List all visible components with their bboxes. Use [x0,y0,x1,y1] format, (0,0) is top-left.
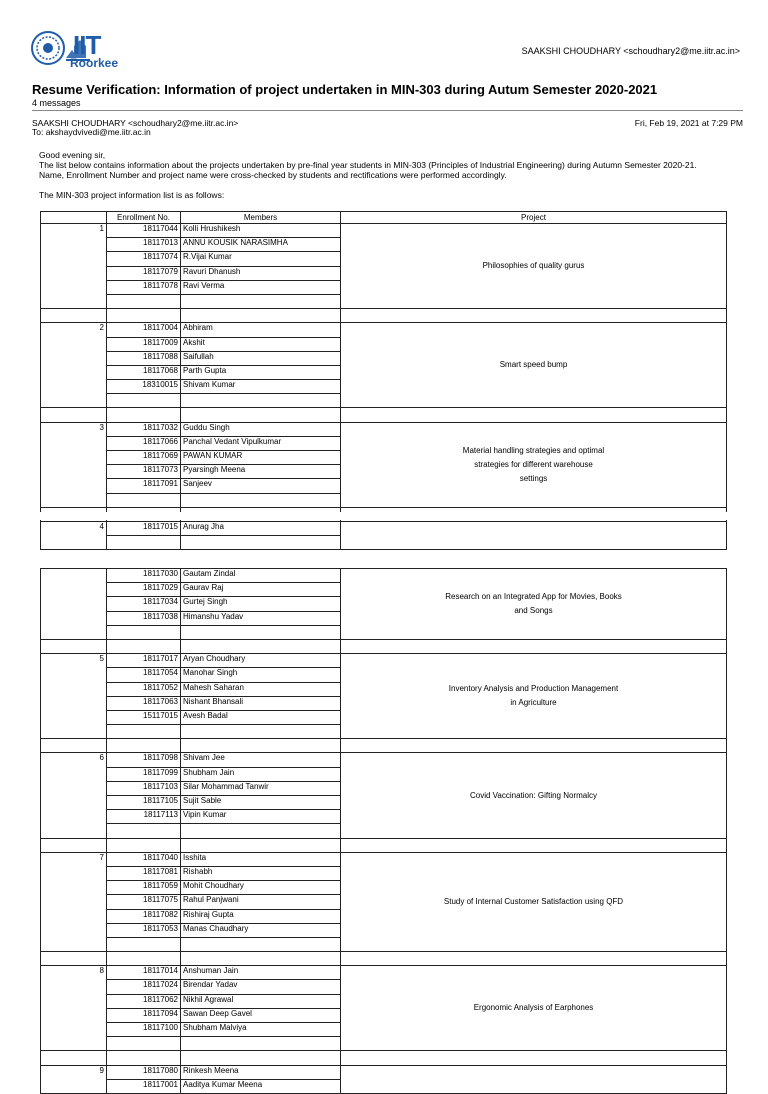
member-cell [181,725,341,739]
empty-cell [41,952,107,966]
project-cell [341,1065,727,1093]
empty-cell [181,739,341,753]
message-body [39,150,759,200]
thread-subject: Resume Verification: Information of project undertaken in MIN-303 during Autum Semester 2020-2021 [32,82,658,97]
member-cell: Rinkesh Meena [181,1065,341,1079]
body-line: The list below contains information about the projects undertaken by pre-final year students in MIN-303 (Principles of Industrial Engineering) during Autumn Semester 2020-21. [39,160,697,170]
empty-cell [41,838,107,852]
enrollment-cell: 18117052 [107,682,181,696]
member-cell: Gaurav Raj [181,583,341,597]
logo-subtitle: Roorkee [70,56,119,70]
empty-cell [41,408,107,422]
group-number: 9 [41,1065,107,1093]
member-cell: Rahul Panjwani [181,895,341,909]
table-row [41,966,727,980]
member-cell: R.Vijai Kumar [181,252,341,266]
member-cell: ANNU KOUSIK NARASIMHA [181,238,341,252]
member-cell: Rishabh [181,866,341,880]
project-cell: Material handling strategies and optimal strategies for different warehouse settings [341,422,727,507]
empty-cell [181,309,341,323]
empty-cell [41,639,107,653]
enrollment-cell: 18117068 [107,365,181,379]
spacer-row [41,1051,727,1065]
enrollment-cell: 18117009 [107,337,181,351]
enrollment-cell: 18117082 [107,909,181,923]
enrollment-cell: 18117062 [107,994,181,1008]
project-table-continued [40,568,727,1094]
empty-cell [107,1051,181,1065]
enrollment-cell: 18117059 [107,881,181,895]
empty-cell [341,838,727,852]
member-cell: Guddu Singh [181,422,341,436]
group-number: 3 [41,422,107,507]
column-header: Members [181,212,341,224]
enrollment-cell [107,493,181,507]
enrollment-cell: 15117015 [107,710,181,724]
enrollment-cell: 18117032 [107,422,181,436]
member-cell: Isshita [181,852,341,866]
enrollment-cell: 18117105 [107,796,181,810]
enrollment-cell: 18117024 [107,980,181,994]
body-line: The MIN-303 project information list is as follows: [39,190,225,200]
member-cell: Anurag Jha [181,521,341,535]
project-cell: Study of Internal Customer Satisfaction using QFD [341,852,727,951]
member-cell: Vipin Kumar [181,810,341,824]
spacer-row [41,408,727,422]
enrollment-cell: 18117015 [107,521,181,535]
spacer-row [41,639,727,653]
enrollment-cell: 18117100 [107,1023,181,1037]
empty-cell [341,952,727,966]
member-cell [181,536,341,550]
project-table [40,211,727,550]
table-row [41,852,727,866]
enrollment-cell: 18117040 [107,852,181,866]
member-cell: Saifullah [181,351,341,365]
enrollment-cell [107,725,181,739]
table-row [41,422,727,436]
member-cell: Abhiram [181,323,341,337]
member-cell: Nishant Bhansali [181,696,341,710]
table-row [41,224,727,238]
enrollment-cell: 18117081 [107,866,181,880]
enrollment-cell: 18117069 [107,451,181,465]
member-cell [181,294,341,308]
enrollment-cell [107,294,181,308]
table-header-row [41,212,727,224]
enrollment-cell: 18117091 [107,479,181,493]
enrollment-cell: 18117038 [107,611,181,625]
empty-cell [181,1051,341,1065]
spacer-row [41,739,727,753]
divider [32,110,743,111]
group-number: 2 [41,323,107,408]
member-cell: Kolli Hrushikesh [181,224,341,238]
enrollment-cell: 18117063 [107,696,181,710]
project-cell: Covid Vaccination: Gifting Normalcy [341,753,727,838]
spacer-row [41,952,727,966]
account-label: SAAKSHI CHOUDHARY <schoudhary2@me.iitr.ac.in> [521,46,740,56]
enrollment-cell: 18117113 [107,810,181,824]
member-cell: Shivam Jee [181,753,341,767]
enrollment-cell: 18117099 [107,767,181,781]
enrollment-cell: 18117078 [107,280,181,294]
empty-cell [181,838,341,852]
member-cell: Akshit [181,337,341,351]
empty-cell [181,639,341,653]
greeting: Good evening sir, [39,150,106,160]
table-row [41,569,727,583]
enrollment-cell: 18117034 [107,597,181,611]
empty-cell [181,408,341,422]
empty-cell [41,309,107,323]
body-line: Name, Enrollment Number and project name were cross-checked by students and rectifications were performed accordingly. [39,170,507,180]
table-row [41,654,727,668]
member-cell: Silar Mohammad Tanwir [181,781,341,795]
empty-cell [341,639,727,653]
enrollment-cell: 18117088 [107,351,181,365]
member-cell: Nikhil Agrawal [181,994,341,1008]
logo-wordmark: IIT [73,30,101,60]
table-row [41,1065,727,1079]
enrollment-cell [107,536,181,550]
member-cell: Sujit Sable [181,796,341,810]
message-date: Fri, Feb 19, 2021 at 7:29 PM [634,118,743,128]
member-cell: Parth Gupta [181,365,341,379]
empty-cell [107,639,181,653]
member-cell: Mahesh Saharan [181,682,341,696]
message-sender: SAAKSHI CHOUDHARY <schoudhary2@me.iitr.ac.in> [32,118,239,128]
member-cell: Aaditya Kumar Meena [181,1079,341,1093]
empty-cell [107,952,181,966]
project-cell [341,521,727,549]
member-cell [181,937,341,951]
enrollment-cell: 18117080 [107,1065,181,1079]
empty-cell [41,739,107,753]
enrollment-cell: 18117094 [107,1008,181,1022]
enrollment-cell: 18117013 [107,238,181,252]
project-cell: Inventory Analysis and Production Management in Agriculture [341,654,727,739]
member-cell [181,625,341,639]
member-cell: Avesh Badal [181,710,341,724]
enrollment-cell [107,824,181,838]
empty-cell [181,952,341,966]
member-cell: Shivam Kumar [181,380,341,394]
enrollment-cell: 18117073 [107,465,181,479]
group-number: 6 [41,753,107,838]
project-cell: Philosophies of quality gurus [341,224,727,309]
enrollment-cell: 18117004 [107,323,181,337]
member-cell: Sawan Deep Gavel [181,1008,341,1022]
group-number: 1 [41,224,107,309]
enrollment-cell: 18117014 [107,966,181,980]
enrollment-cell: 18117044 [107,224,181,238]
enrollment-cell: 18117053 [107,923,181,937]
member-cell: Mohit Choudhary [181,881,341,895]
member-cell: Gautam Zindal [181,569,341,583]
message-recipient: To: akshaydvivedi@me.iitr.ac.in [32,127,151,137]
member-cell [181,493,341,507]
member-cell: Ravi Verma [181,280,341,294]
empty-cell [341,739,727,753]
enrollment-cell [107,625,181,639]
empty-cell [107,309,181,323]
member-cell: Aryan Choudhary [181,654,341,668]
member-cell: Manohar Singh [181,668,341,682]
table-row [41,521,727,535]
table-row [41,753,727,767]
empty-cell [341,408,727,422]
member-cell [181,394,341,408]
enrollment-cell: 18117103 [107,781,181,795]
group-number [41,569,107,640]
group-number: 8 [41,966,107,1051]
project-cell: Research on an Integrated App for Movies, Books and Songs [341,569,727,640]
member-cell: PAWAN KUMAR [181,451,341,465]
empty-cell [107,408,181,422]
spacer-row [41,309,727,323]
spacer-row [41,838,727,852]
enrollment-cell: 18117001 [107,1079,181,1093]
member-cell: Gurtej Singh [181,597,341,611]
member-cell: Ravuri Dhanush [181,266,341,280]
enrollment-cell: 18117017 [107,654,181,668]
member-cell: Shubham Jain [181,767,341,781]
project-cell: Smart speed bump [341,323,727,408]
enrollment-cell: 18117074 [107,252,181,266]
member-cell: Sanjeev [181,479,341,493]
column-header: Project [341,212,727,224]
empty-cell [107,739,181,753]
enrollment-cell [107,1037,181,1051]
member-cell: Himanshu Yadav [181,611,341,625]
group-number: 5 [41,654,107,739]
enrollment-cell: 18117079 [107,266,181,280]
enrollment-cell: 18117030 [107,569,181,583]
empty-cell [107,838,181,852]
member-cell: Rishiraj Gupta [181,909,341,923]
member-cell: Birendar Yadav [181,980,341,994]
enrollment-cell: 18117029 [107,583,181,597]
group-number: 4 [41,521,107,549]
group-number: 7 [41,852,107,951]
member-cell: Pyarsingh Meena [181,465,341,479]
enrollment-cell [107,394,181,408]
empty-cell [341,1051,727,1065]
table-row [41,323,727,337]
member-cell [181,1037,341,1051]
enrollment-cell: 18117075 [107,895,181,909]
column-header: Enrollment No. [107,212,181,224]
empty-cell [41,1051,107,1065]
enrollment-cell: 18117098 [107,753,181,767]
message-count: 4 messages [32,98,81,108]
member-cell: Shubham Malviya [181,1023,341,1037]
column-header [41,212,107,224]
enrollment-cell [107,937,181,951]
member-cell: Manas Chaudhary [181,923,341,937]
project-cell: Ergonomic Analysis of Earphones [341,966,727,1051]
member-cell: Anshuman Jain [181,966,341,980]
enrollment-cell: 18117066 [107,436,181,450]
member-cell [181,824,341,838]
member-cell: Panchal Vedant Vipulkumar [181,436,341,450]
enrollment-cell: 18310015 [107,380,181,394]
enrollment-cell: 18117054 [107,668,181,682]
empty-cell [341,309,727,323]
